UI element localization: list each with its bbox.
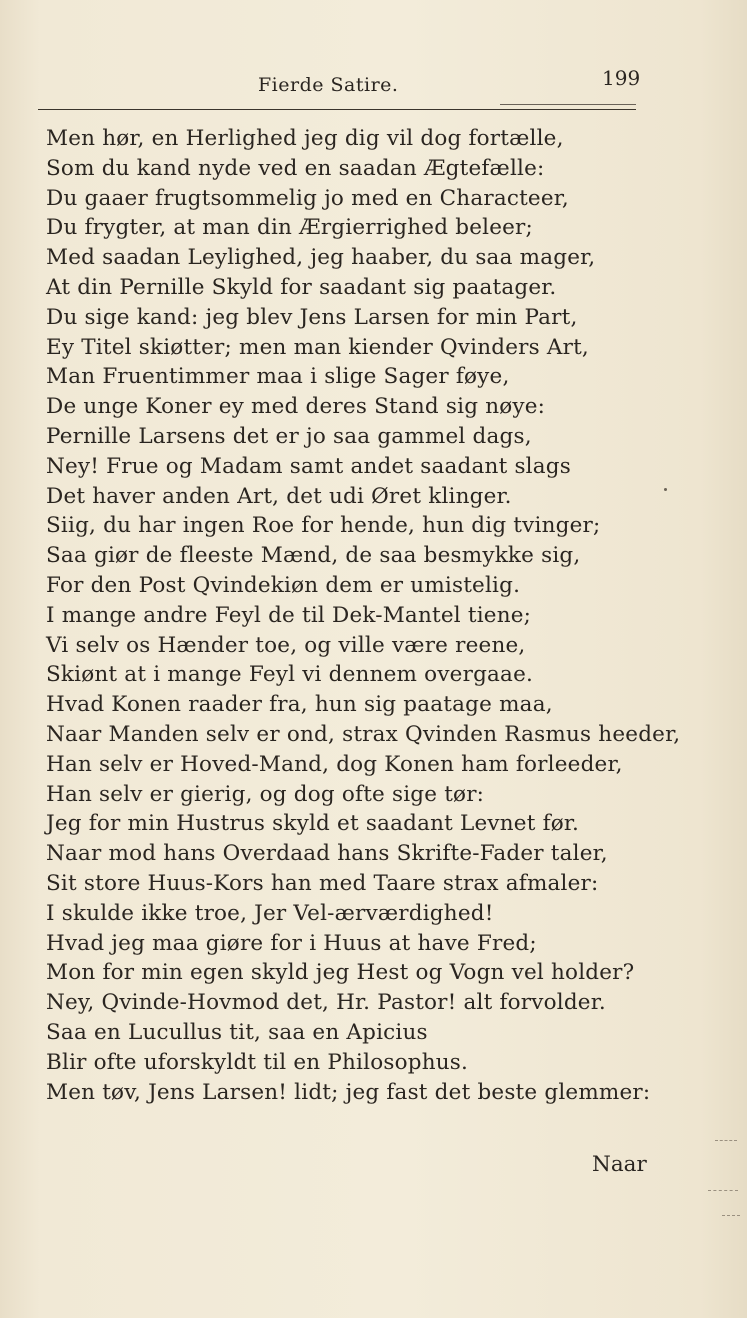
- verse-line: I skulde ikke troe, Jer Vel-ærværdighed!: [46, 900, 494, 926]
- margin-mark: [708, 1190, 738, 1191]
- running-head: Fierde Satire.: [258, 74, 399, 96]
- verse-line: For den Post Qvindekiøn dem er umistelig.: [46, 572, 521, 598]
- verse-body: [46, 124, 686, 1107]
- verse-line: Saa en Lucullus tit, saa en Apicius: [46, 1019, 428, 1045]
- paper-speck: [664, 488, 667, 491]
- margin-mark: [715, 1140, 737, 1141]
- verse-line: Saa giør de fleeste Mænd, de saa besmykke sig,: [46, 543, 581, 569]
- verse-line: Hvad jeg maa giøre for i Huus at have Fred;: [46, 930, 537, 956]
- verse-line: De unge Koner ey med deres Stand sig nøye:: [46, 394, 546, 420]
- verse-line: Vi selv os Hænder toe, og ville være reene,: [46, 632, 526, 658]
- verse-line: Du sige kand: jeg blev Jens Larsen for min Part,: [46, 304, 578, 330]
- verse-line: Med saadan Leylighed, jeg haaber, du saa mager,: [46, 245, 596, 271]
- verse-line: At din Pernille Skyld for saadant sig paatager.: [46, 274, 557, 300]
- verse-line: Du frygter, at man din Ærgierrighed beleer;: [46, 215, 533, 241]
- margin-mark: [722, 1215, 740, 1216]
- verse-line: Ey Titel skiøtter; men man kiender Qvinders Art,: [46, 334, 589, 360]
- verse-line: Ney, Qvinde-Hovmod det, Hr. Pastor! alt forvolder.: [46, 990, 606, 1016]
- verse-line: Jeg for min Hustrus skyld et saadant Levnet før.: [46, 811, 580, 837]
- verse-line: Det haver anden Art, det udi Øret klinger.: [46, 483, 512, 509]
- verse-line: Men tøv, Jens Larsen! lidt; jeg fast det beste glemmer:: [46, 1079, 651, 1105]
- verse-line: Han selv er gierig, og dog ofte sige tør:: [46, 781, 485, 807]
- verse-line: Sit store Huus-Kors han med Taare strax afmaler:: [46, 870, 599, 896]
- verse-line: Siig, du har ingen Roe for hende, hun dig tvinger;: [46, 513, 601, 539]
- verse-line: I mange andre Feyl de til Dek-Mantel tiene;: [46, 602, 532, 628]
- verse-line: Han selv er Hoved-Mand, dog Konen ham forleeder,: [46, 751, 623, 777]
- verse-line: Skiønt at i mange Feyl vi dennem overgaae.: [46, 662, 534, 688]
- catchword: Naar: [592, 1152, 647, 1177]
- verse-line: Pernille Larsens det er jo saa gammel dags,: [46, 423, 532, 449]
- verse-line: Naar Manden selv er ond, strax Qvinden Rasmus heeder,: [46, 721, 681, 747]
- header-rule: [38, 109, 636, 110]
- verse-line: Ney! Frue og Madam samt andet saadant slags: [46, 453, 571, 479]
- verse-line: Man Fruentimmer maa i slige Sager føye,: [46, 364, 510, 390]
- verse-line: Du gaaer frugtsommelig jo med en Characteer,: [46, 185, 569, 211]
- verse-line: Men hør, en Herlighed jeg dig vil dog fortælle,: [46, 126, 564, 151]
- verse-line: Hvad Konen raader fra, hun sig paatage maa,: [46, 692, 553, 718]
- verse-line: Naar mod hans Overdaad hans Skrifte-Fader taler,: [46, 841, 608, 867]
- header-rule-upper: [500, 104, 636, 105]
- page-number: 199: [602, 66, 641, 90]
- verse-line: Mon for min egen skyld jeg Hest og Vogn vel holder?: [46, 960, 635, 986]
- verse-line: Blir ofte uforskyldt til en Philosophus.: [46, 1049, 469, 1075]
- verse-line: Som du kand nyde ved en saadan Ægtefælle:: [46, 155, 545, 181]
